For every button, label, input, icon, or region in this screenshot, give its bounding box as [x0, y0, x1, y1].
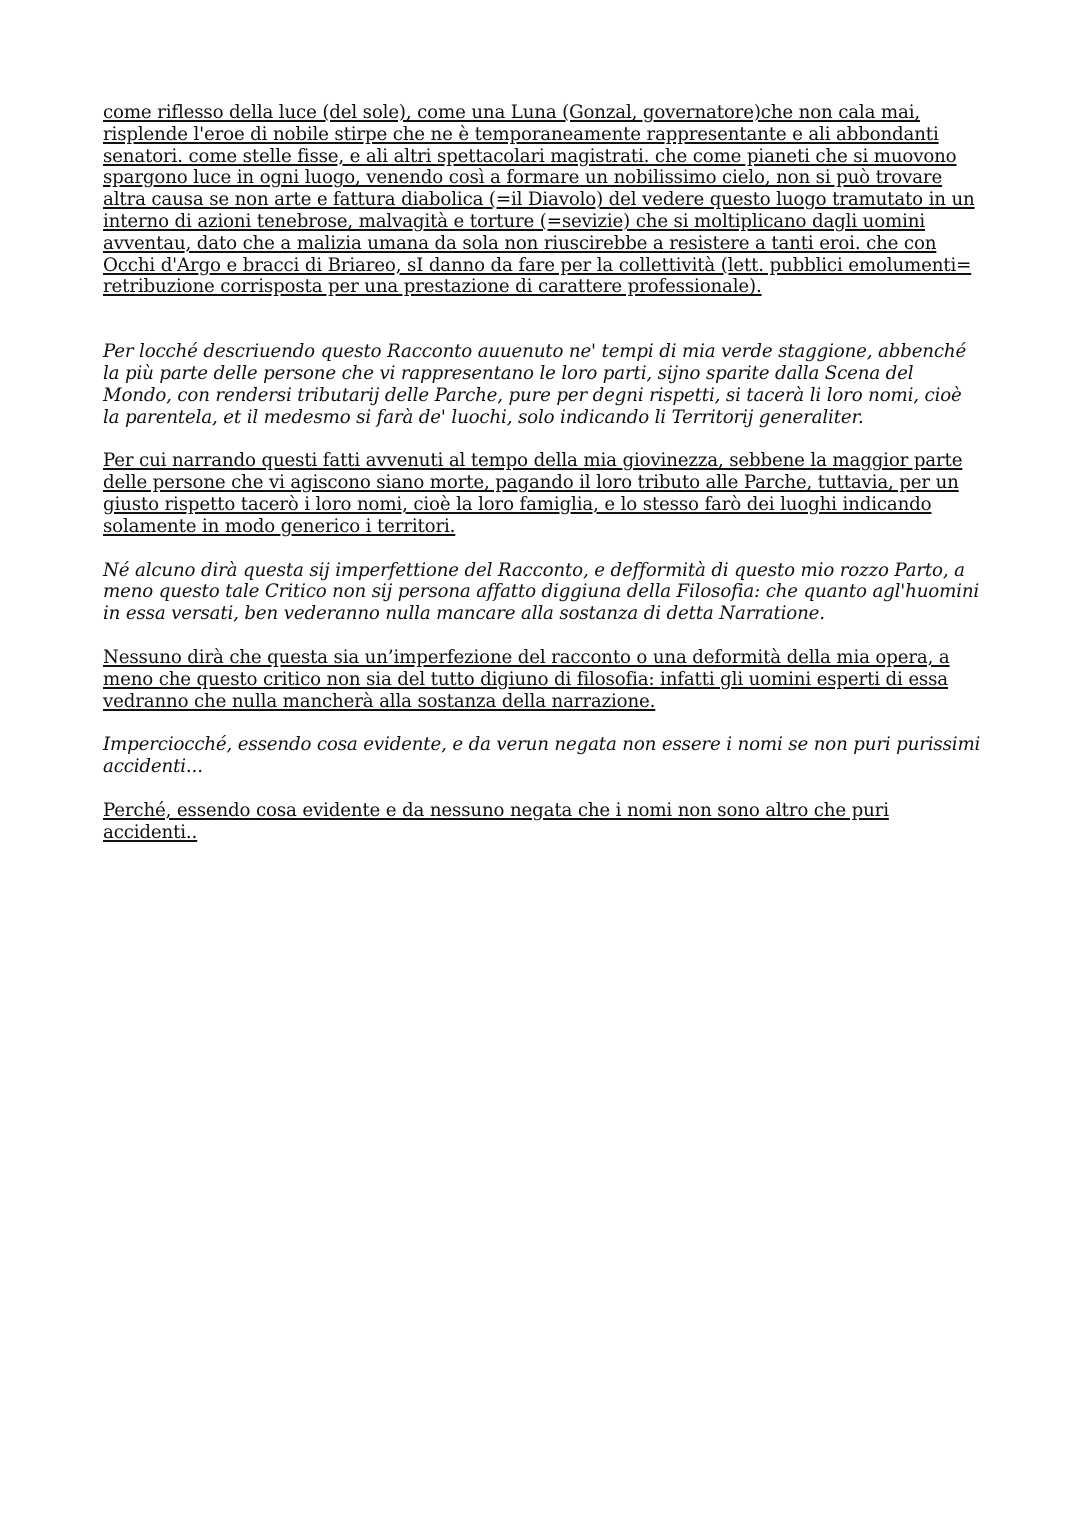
paragraph-translation-4: Perché, essendo cosa evidente e da nessuno negata che i nomi non sono altro che puri accidenti..	[103, 799, 889, 843]
paragraph-original-1: Per locché descriuendo questo Racconto auuenuto ne' tempi di mia verde staggione, abbenché la più parte delle persone che vi rappresentano le loro parti, sijno sparite dalla Scena del Mondo, con rendersi tributarij delle Parche, pure per degni rispetti, si tacerà li loro nomi, cioè la parentela, et il medesmo si farà de' luochi, solo indicando li Territorij generaliter.	[103, 341, 967, 428]
paragraph-translation-1: come riflesso della luce (del sole), come una Luna (Gonzal, governatore)che non cala mai, risplende l'eroe di nobile stirpe che ne è temporaneamente rappresentante e ali abbondanti senatori. come stelle fisse, e ali altri spettacolari magistrati. che come pianeti che si muovono spargono luce in ogni luogo, venendo così a formare un nobilissimo cielo, non si può trovare altra causa se non arte e fattura diabolica (=il Diavolo) del vedere questo luogo tramutato in un interno di azioni tenebrose, malvagità e torture (=sevizie) che si moltiplicano dagli uomini avventau, dato che a malizia umana da sola non riuscirebbe a resistere a tanti eroi. che con Occhi d'Argo e bracci di Briareo, sI danno da fare per la collettività (lett. pubblici emolumenti= retribuzione corrisposta per una prestazione di carattere professionale).	[103, 102, 975, 298]
paragraph-translation-3: Nessuno dirà che questa sia un’imperfezione del racconto o una deformità della mia opera, a meno che questo critico non sia del tutto digiuno di filosofia: infatti gli uomini esperti di essa vedranno che nulla mancherà alla sostanza della narrazione.	[103, 646, 950, 712]
paragraph-translation-2: Per cui narrando questi fatti avvenuti al tempo della mia giovinezza, sebbene la maggior parte delle persone che vi agiscono siano morte, pagando il loro tributo alle Parche, tuttavia, per un giusto rispetto tacerò i loro nomi, cioè la loro famiglia, e lo stesso farò dei luoghi indicando solamente in modo generico i territori.	[103, 450, 963, 537]
paragraph-original-3: Imperciocché, essendo cosa evidente, e da verun negata non essere i nomi se non puri purissimi accidenti...	[103, 734, 981, 778]
document-page	[103, 102, 981, 844]
paragraph-original-2: Né alcuno dirà questa sij imperfettione del Racconto, e defformità di questo mio rozzo Parto, a meno questo tale Critico non sij persona affatto diggiuna della Filosofia: che quanto agl'huomini in essa versati, ben vederanno nulla mancare alla sostanza di detta Narratione.	[103, 559, 980, 625]
